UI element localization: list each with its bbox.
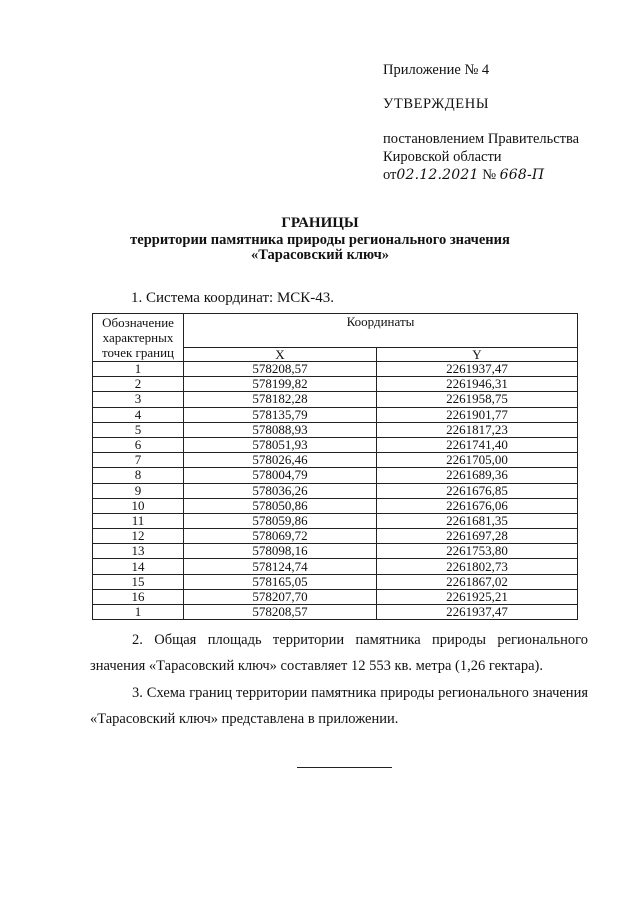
point-cell: 16 xyxy=(93,589,184,604)
y-cell: 2261689,36 xyxy=(377,468,578,483)
header-point: Обозначение характерных точек границ xyxy=(93,314,184,362)
table-row xyxy=(93,589,578,604)
point-cell: 1 xyxy=(93,362,184,377)
point-cell: 8 xyxy=(93,468,184,483)
approved-label: УТВЕРЖДЕНЫ xyxy=(383,96,490,112)
y-cell: 2261676,06 xyxy=(377,498,578,513)
point-cell: 6 xyxy=(93,437,184,452)
point-cell: 5 xyxy=(93,422,184,437)
decree-date-line xyxy=(383,166,544,184)
x-cell: 578036,26 xyxy=(184,483,377,498)
table-row xyxy=(93,362,578,377)
x-cell: 578208,57 xyxy=(184,362,377,377)
end-divider xyxy=(297,767,392,768)
table-row xyxy=(93,437,578,452)
table-row xyxy=(93,559,578,574)
table-row xyxy=(93,605,578,620)
table-row xyxy=(93,407,578,422)
x-cell: 578026,46 xyxy=(184,453,377,468)
decree-line-1: постановлением Правительства xyxy=(383,131,580,147)
area-paragraph-text: 2. Общая площадь территории памятника природы регионального значения «Тарасовский ключ» составляет 12 553 кв. метра (1,26 гектара). xyxy=(90,632,588,674)
table-row xyxy=(93,392,578,407)
table-row xyxy=(93,422,578,437)
y-cell: 2261937,47 xyxy=(377,362,578,377)
point-cell: 4 xyxy=(93,407,184,422)
table-row xyxy=(93,513,578,528)
x-cell: 578165,05 xyxy=(184,574,377,589)
y-cell: 2261697,28 xyxy=(377,529,578,544)
y-cell: 2261802,73 xyxy=(377,559,578,574)
table-row xyxy=(93,377,578,392)
y-cell: 2261753,80 xyxy=(377,544,578,559)
x-cell: 578199,82 xyxy=(184,377,377,392)
y-cell: 2261946,31 xyxy=(377,377,578,392)
table-row xyxy=(93,498,578,513)
decree-date: 02.12.2021 xyxy=(396,167,479,183)
point-cell: 13 xyxy=(93,544,184,559)
point-cell: 10 xyxy=(93,498,184,513)
x-cell: 578182,28 xyxy=(184,392,377,407)
point-cell: 12 xyxy=(93,529,184,544)
area-paragraph xyxy=(90,627,588,679)
y-cell: 2261937,47 xyxy=(377,605,578,620)
y-cell: 2261676,85 xyxy=(377,483,578,498)
table-row xyxy=(93,483,578,498)
x-cell: 578135,79 xyxy=(184,407,377,422)
document-subtitle-line-1: территории памятника природы регионального значения xyxy=(130,232,510,248)
table-row xyxy=(93,529,578,544)
y-cell: 2261741,40 xyxy=(377,437,578,452)
y-cell: 2261705,00 xyxy=(377,453,578,468)
x-cell: 578208,57 xyxy=(184,605,377,620)
decree-number-label: № xyxy=(482,167,497,183)
header-x: X xyxy=(184,348,377,362)
point-cell: 3 xyxy=(93,392,184,407)
header-y: Y xyxy=(377,348,578,362)
x-cell: 578050,86 xyxy=(184,498,377,513)
document-subtitle-line-2: «Тарасовский ключ» xyxy=(250,247,390,263)
y-cell: 2261958,75 xyxy=(377,392,578,407)
x-cell: 578207,70 xyxy=(184,589,377,604)
point-cell: 15 xyxy=(93,574,184,589)
table-row xyxy=(93,468,578,483)
point-cell: 11 xyxy=(93,513,184,528)
y-cell: 2261901,77 xyxy=(377,407,578,422)
document-title: ГРАНИЦЫ xyxy=(281,215,359,231)
y-cell: 2261925,21 xyxy=(377,589,578,604)
coordinates-table xyxy=(92,313,578,620)
coordinate-system: 1. Система координат: МСК-43. xyxy=(131,290,335,306)
table-row xyxy=(93,574,578,589)
x-cell: 578124,74 xyxy=(184,559,377,574)
x-cell: 578098,16 xyxy=(184,544,377,559)
x-cell: 578059,86 xyxy=(184,513,377,528)
decree-number: 668-П xyxy=(499,167,545,183)
x-cell: 578051,93 xyxy=(184,437,377,452)
y-cell: 2261867,02 xyxy=(377,574,578,589)
point-cell: 7 xyxy=(93,453,184,468)
y-cell: 2261817,23 xyxy=(377,422,578,437)
point-cell: 1 xyxy=(93,605,184,620)
scheme-paragraph-text: 3. Схема границ территории памятника природы регионального значения «Тарасовский ключ» представлена в приложении. xyxy=(90,685,588,727)
x-cell: 578069,72 xyxy=(184,529,377,544)
scheme-paragraph xyxy=(90,680,588,732)
table-row xyxy=(93,453,578,468)
decree-line-2: Кировской области xyxy=(383,149,502,165)
point-cell: 9 xyxy=(93,483,184,498)
y-cell: 2261681,35 xyxy=(377,513,578,528)
decree-prefix: от xyxy=(383,167,397,183)
point-cell: 14 xyxy=(93,559,184,574)
x-cell: 578004,79 xyxy=(184,468,377,483)
appendix-number: Приложение № 4 xyxy=(383,62,490,78)
table-row xyxy=(93,544,578,559)
point-cell: 2 xyxy=(93,377,184,392)
x-cell: 578088,93 xyxy=(184,422,377,437)
header-coordinates: Координаты xyxy=(184,314,578,348)
